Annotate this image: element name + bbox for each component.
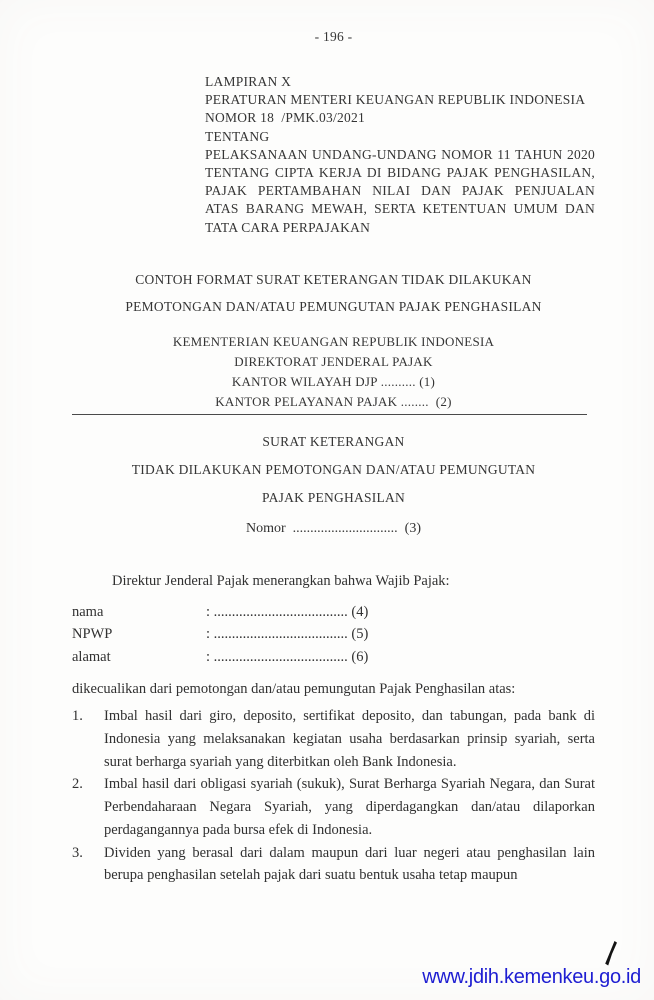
taxpayer-fields (72, 601, 595, 669)
field-label: nama (72, 603, 104, 620)
sample-format-title (72, 266, 595, 320)
list-item-text: Imbal hasil dari obligasi syariah (sukuk), Surat Berharga Syariah Negara, dan Surat Perbendaharaan Negara Syariah, yang diperdagangkan dan/atau dilaporkan perdagangannya pada bursa efek di Indonesia. (104, 776, 595, 838)
letter-number-line: Nomor .............................. (3) (246, 520, 421, 536)
letterhead-tax-office: KANTOR PELAYANAN PAJAK ........ (2) (215, 393, 452, 409)
field-value: : ..................................... (6) (206, 648, 369, 665)
list-item (72, 773, 595, 841)
exception-intro: dikecualikan dari pemotongan dan/atau pemungutan Pajak Penghasilan atas: (72, 681, 516, 698)
regulation-subject: PELAKSANAAN UNDANG-UNDANG NOMOR 11 TAHUN 2020 TENTANG CIPTA KERJA DI BIDANG PAJAK PENGHASILAN, PAJAK PERTAMBAHAN NILAI DAN PAJAK PENJUALAN ATAS BARANG MEWAH, SERTA KETENTUAN UMUM DAN TATA CARA PERPAJAKAN (205, 146, 595, 235)
list-item-number: 3. (72, 844, 83, 861)
letterhead-divider (72, 414, 587, 415)
list-item (72, 705, 595, 773)
letterhead (72, 332, 595, 412)
letter-title-line2: TIDAK DILAKUKAN PEMOTONGAN DAN/ATAU PEMUNGUTAN (131, 461, 536, 477)
sample-format-title-line2: PEMOTONGAN DAN/ATAU PEMUNGUTAN PAJAK PENGHASILAN (125, 298, 542, 314)
letter-title-line1: SURAT KETERANGAN (262, 433, 405, 449)
pen-mark-icon (604, 941, 618, 966)
list-item (72, 842, 595, 887)
list-item-text: Imbal hasil dari giro, deposito, sertifikat deposito, dan tabungan, pada bank di Indonesia yang melaksanakan kegiatan usaha berdasarkan prinsip syariah, serta surat berharga syariah yang diterbitkan oleh Bank Indonesia. (104, 708, 595, 770)
letterhead-regional-office: KANTOR WILAYAH DJP .......... (1) (231, 373, 436, 389)
tentang-label: TENTANG (205, 128, 270, 144)
footer (422, 966, 641, 989)
list-item-text: Dividen yang berasal dari dalam maupun dari luar negeri atau penghasilan lain berupa penghasilan setelah pajak dari suatu bentuk usaha tetap maupun (104, 844, 595, 884)
list-item-number: 1. (72, 708, 83, 725)
page-number: - 196 - (314, 29, 353, 44)
letterhead-directorate: DIREKTORAT JENDERAL PAJAK (234, 353, 433, 369)
letter-title-line3: PAJAK PENGHASILAN (262, 489, 405, 505)
jdih-kemenkeu-url[interactable]: www.jdih.kemenkeu.go.id (422, 966, 641, 988)
field-row-npwp (72, 623, 595, 646)
lampiran-title: LAMPIRAN X (205, 74, 292, 89)
letter-title (72, 428, 595, 512)
field-value: : ..................................... (4) (206, 603, 369, 620)
letterhead-ministry: KEMENTERIAN KEUANGAN REPUBLIK INDONESIA (172, 333, 495, 349)
exception-list (72, 705, 595, 887)
list-item-number: 2. (72, 776, 83, 793)
regulation-name: PERATURAN MENTERI KEUANGAN REPUBLIK INDONESIA (205, 92, 586, 108)
regulation-number: NOMOR 18 /PMK.03/2021 (205, 110, 366, 126)
field-value: : ..................................... (5) (206, 626, 369, 643)
intro-paragraph: Direktur Jenderal Pajak menerangkan bahwa Wajib Pajak: (112, 572, 450, 589)
field-label: alamat (72, 648, 111, 665)
field-row-nama (72, 601, 595, 624)
sample-format-title-line1: CONTOH FORMAT SURAT KETERANGAN TIDAK DILAKUKAN (135, 271, 532, 287)
lampiran-header-block (205, 73, 595, 237)
field-row-alamat (72, 646, 595, 669)
field-label: NPWP (72, 626, 113, 643)
